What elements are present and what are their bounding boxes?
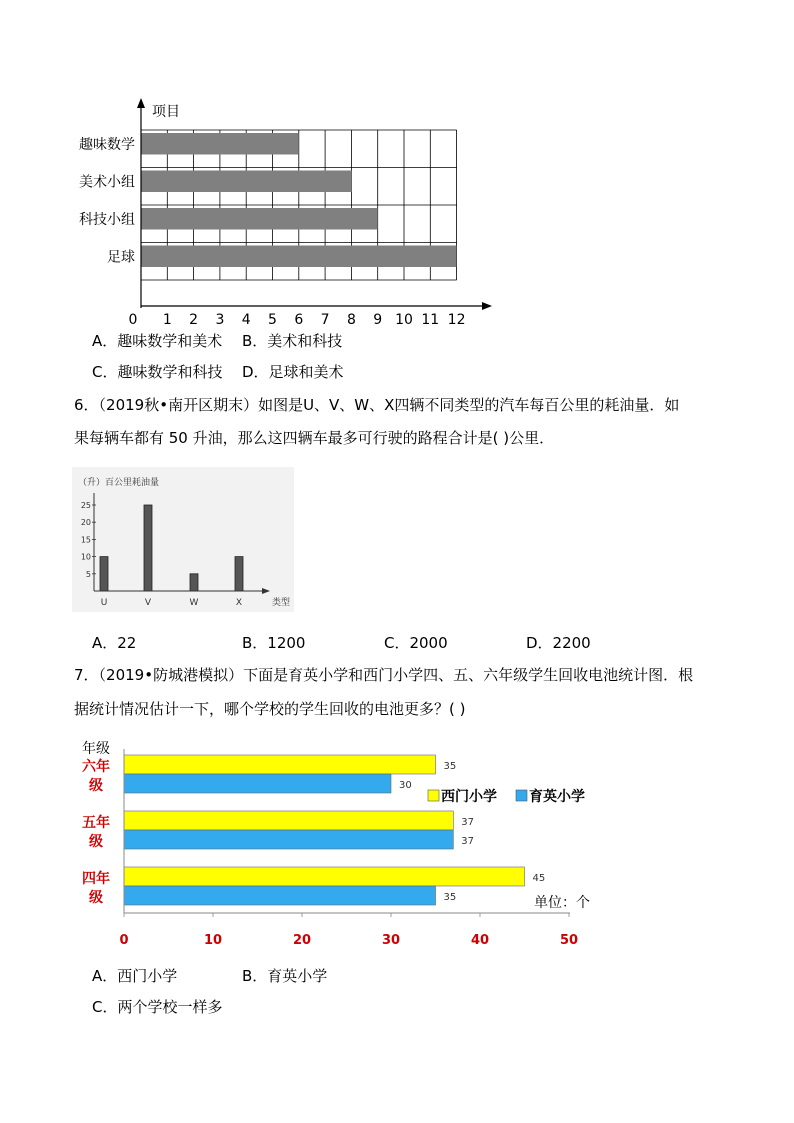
- q6-category-label: W: [189, 598, 199, 608]
- q6-category-label: V: [144, 598, 152, 608]
- q5-x-tick-label: 12: [447, 312, 466, 328]
- q6-bar: [144, 505, 152, 591]
- q6-option-d[interactable]: D．2200: [526, 634, 591, 652]
- q5-x-tick-label: 5: [268, 312, 277, 328]
- q5-category-label: 科技小组: [79, 211, 135, 228]
- q7-category-label-line2: 级: [89, 890, 103, 906]
- q6-bars: [100, 505, 243, 591]
- q5-x-tick-label: 9: [373, 312, 383, 328]
- q7-data-label: 37: [461, 836, 475, 847]
- q7-x-tick-label: 50: [559, 933, 579, 948]
- q5-bar: [141, 171, 351, 193]
- q5-option-d[interactable]: D．足球和美术: [242, 363, 344, 381]
- q5-x-tick-label: 2: [189, 312, 199, 328]
- q7-unit-label: 单位：个: [534, 895, 590, 911]
- q6-y-tick-label: 20: [80, 518, 91, 528]
- q6-bar: [190, 574, 198, 591]
- q7-legend: [428, 788, 585, 805]
- q5-option-a[interactable]: A．趣味数学和美术: [92, 332, 223, 350]
- q7-data-label: 37: [461, 817, 475, 828]
- q5-x-tick-label: 0: [128, 312, 138, 328]
- q7-legend-swatch-ximen: [428, 790, 439, 801]
- q5-x-axis-arrow: [482, 302, 492, 310]
- q7-x-tick-label: 10: [203, 933, 223, 948]
- q7-data-label: 35: [443, 761, 457, 772]
- q5-category-labels: [79, 136, 135, 266]
- q5-category-label: 美术小组: [79, 174, 135, 191]
- q6-category-labels: [101, 598, 242, 608]
- q7-data-label: 45: [532, 873, 546, 884]
- q5-x-tick-label: 1: [162, 312, 172, 328]
- q5-option-c[interactable]: C．趣味数学和科技: [92, 363, 223, 381]
- q5-x-tick-label: 6: [294, 312, 304, 328]
- q7-category-labels: [82, 758, 110, 906]
- q6-bar: [100, 557, 108, 591]
- q5-y-axis-arrow: [137, 98, 145, 108]
- q6-y-tick-label: 10: [80, 552, 91, 562]
- q7-x-tick-label: 40: [470, 933, 490, 948]
- q6-x-axis-arrow: [262, 588, 270, 594]
- q5-x-tick-label: 11: [421, 312, 440, 328]
- q7-bar: [124, 811, 453, 830]
- q7-x-tick-marks: [124, 913, 569, 917]
- q7-category-label-line2: 级: [89, 834, 103, 850]
- q5-bar: [141, 246, 457, 268]
- q6-question-line-2: 果每辆车都有 50 升油，那么这四辆车最多可行驶的路程合计是( )公里．: [74, 429, 555, 447]
- q6-category-label: X: [235, 598, 243, 608]
- q5-bar: [141, 133, 299, 155]
- q5-x-tick-label: 8: [346, 312, 356, 328]
- q5-bar-chart: [60, 90, 510, 330]
- q5-category-label: 趣味数学: [79, 136, 135, 153]
- q7-option-a[interactable]: A．西门小学: [92, 967, 178, 985]
- q7-category-label-line1: 四年: [82, 871, 110, 887]
- q7-bar: [124, 755, 436, 774]
- q7-category-label-line1: 六年: [82, 759, 110, 775]
- q7-data-label: 30: [399, 780, 412, 791]
- q7-bar: [124, 886, 436, 905]
- q7-bar: [124, 830, 453, 849]
- q7-legend-label-yuying: 育英小学: [529, 789, 585, 805]
- q5-y-axis-label: 项目: [152, 104, 180, 120]
- q6-question-line-1: 6．（2019秋•南开区期末）如图是U、V、W、X四辆不同类型的汽车每百公里的耗油量．如: [74, 396, 680, 414]
- q5-x-tick-label: 10: [395, 312, 413, 328]
- q7-bar: [124, 774, 391, 793]
- q7-question-line-1: 7．（2019•防城港模拟）下面是育英小学和西门小学四、五、六年级学生回收电池统计图．根: [74, 666, 694, 684]
- q6-chart-title: （升）百公里耗油量: [78, 478, 160, 488]
- q5-x-tick-label: 3: [215, 312, 225, 328]
- q6-option-c[interactable]: C．2000: [384, 634, 448, 652]
- q7-bar-chart: [70, 735, 610, 950]
- q5-option-b[interactable]: B．美术和科技: [242, 332, 343, 350]
- q5-x-tick-labels: [129, 312, 466, 328]
- q6-category-label: U: [100, 598, 108, 608]
- q5-x-tick-label: 4: [241, 312, 251, 328]
- q7-bars: [124, 755, 525, 905]
- q7-option-c[interactable]: C．两个学校一样多: [92, 998, 223, 1016]
- q6-y-tick-label: 5: [85, 569, 91, 579]
- q7-legend-swatch-yuying: [516, 790, 527, 801]
- q6-option-a[interactable]: A．22: [92, 634, 137, 652]
- q6-x-axis-label: 类型: [272, 598, 291, 608]
- q7-x-tick-label: 0: [119, 933, 129, 948]
- q7-x-tick-labels: [119, 933, 578, 948]
- q6-y-tick-label: 15: [80, 535, 91, 545]
- q5-bar: [141, 208, 378, 230]
- q6-option-b[interactable]: B．1200: [242, 634, 306, 652]
- q7-data-label: 35: [443, 892, 457, 903]
- q5-category-label: 足球: [107, 249, 135, 266]
- q7-bar: [124, 867, 525, 886]
- q7-question-line-2: 据统计情况估计一下，哪个学校的学生回收的电池更多？( ): [74, 700, 466, 718]
- q6-bar-chart: [72, 467, 294, 612]
- q7-x-tick-label: 30: [381, 933, 401, 948]
- q6-bar: [235, 557, 243, 591]
- q5-x-tick-label: 7: [320, 312, 330, 328]
- q7-option-b[interactable]: B．育英小学: [242, 967, 328, 985]
- q7-legend-label-ximen: 西门小学: [441, 789, 497, 805]
- q7-category-label-line1: 五年: [82, 815, 110, 831]
- q6-y-tick-label: 25: [80, 501, 91, 510]
- q7-x-tick-label: 20: [292, 933, 312, 948]
- q7-category-label-line2: 级: [89, 778, 103, 794]
- q7-y-axis-label: 年级: [82, 741, 110, 757]
